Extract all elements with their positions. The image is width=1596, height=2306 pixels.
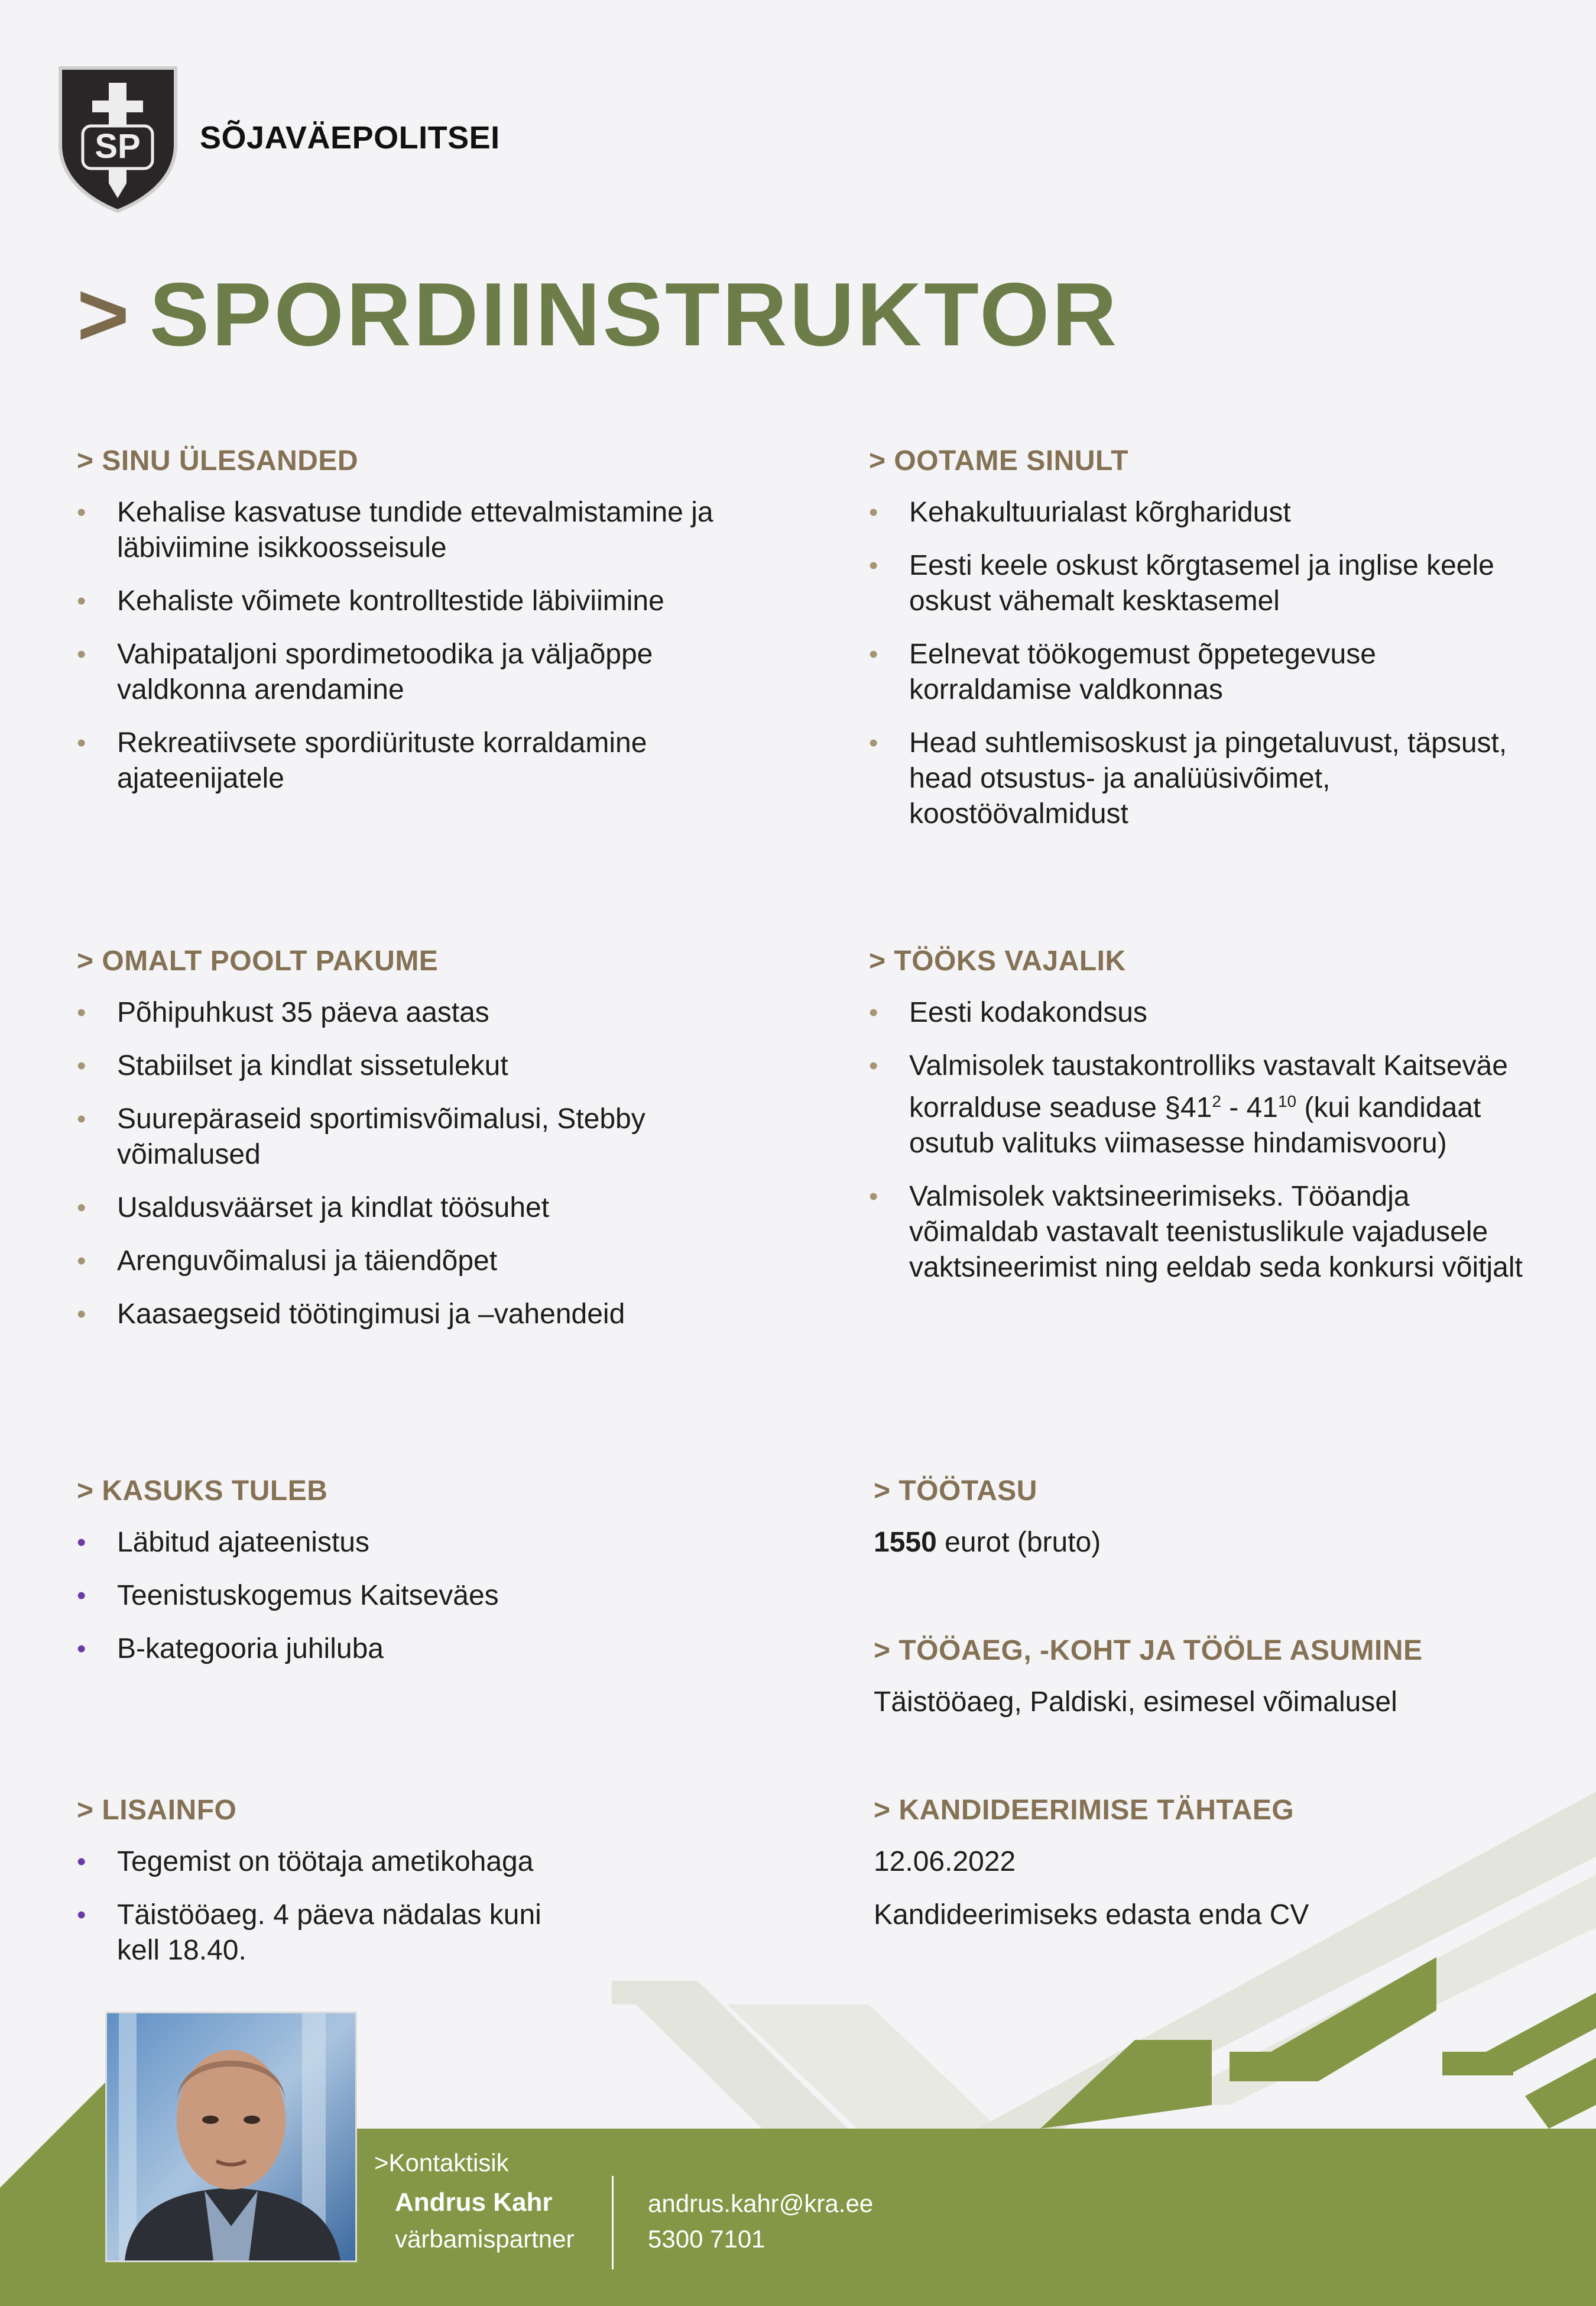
item-text: - 41 <box>1221 1092 1278 1123</box>
list-item: • Tegemist on töötaja ametikohaga <box>77 1844 668 1880</box>
section-info <box>77 1794 668 1986</box>
logo-text: SP <box>95 127 141 166</box>
list-item: • Usaldusväärset ja kindlat töösuhet <box>77 1190 757 1226</box>
section-heading: > KANDIDEERIMISE TÄHTAEG <box>874 1795 1295 1826</box>
list-item: • Head suhtlemisoskust ja pingetaluvust, täpsust, head otsustus- ja analüüsivõimet, koostöövalmidust <box>869 726 1531 832</box>
section-heading: > OMALT POOLT PAKUME <box>77 945 439 977</box>
list-item: • Kehaliste võimete kontrolltestide läbiviimine <box>77 584 757 619</box>
contact-phone[interactable]: 5300 7101 <box>648 2225 765 2253</box>
section-worktime <box>874 1634 1553 1738</box>
section-offer <box>77 945 757 1350</box>
deadline-date: 12.06.2022 <box>874 1846 1016 1877</box>
list-item: • Teenistuskogemus Kaitseväes <box>77 1578 757 1614</box>
section-heading: > LISAINFO <box>77 1795 237 1826</box>
contact-role: värbamispartner <box>395 2225 575 2253</box>
org-name: SÕJAVÄEPOLITSEI <box>200 120 500 156</box>
list-item: • Valmisolek vaktsineerimiseks. Tööandja võimaldab vastavalt teenistuslikule vajadusele vaktsineerimist ning eeldab seda konkursi võitjalt <box>869 1179 1531 1285</box>
contact-name: Andrus Kahr <box>395 2188 553 2217</box>
section-heading: > TÖÖKS VAJALIK <box>869 945 1126 977</box>
list-item: • Läbitud ajateenistus <box>77 1525 757 1560</box>
section-salary <box>874 1475 1536 1578</box>
list-item: • Täistööaeg. 4 päeva nädalas kuni kell 18.40. <box>77 1897 590 1968</box>
section-heading: > TÖÖAEG, -KOHT JA TÖÖLE ASUMINE <box>874 1635 1423 1666</box>
list-item: • Kaasaegseid töötingimusi ja –vahendeid <box>77 1297 757 1332</box>
item-text: (kui kandidaat osutub valituks viimasesse hindamisvooru) <box>909 1092 1481 1159</box>
section-heading: > OOTAME SINULT <box>869 445 1129 477</box>
deadline-text: Kandideerimiseks edasta enda CV <box>874 1899 1309 1931</box>
section-tasks <box>77 445 757 814</box>
section-heading: > KASUKS TULEB <box>77 1475 328 1507</box>
list-item: • Eesti keele oskust kõrgtasemel ja inglise keele oskust vähemalt kesktasemel <box>869 548 1531 619</box>
contact-email-link[interactable]: andrus.kahr@kra.ee <box>648 2190 874 2217</box>
superscript: 2 <box>1212 1092 1221 1110</box>
list-item: • Põhipuhkust 35 päeva aastas <box>77 995 757 1031</box>
section-deadline <box>874 1794 1553 1951</box>
list-item: • Eelnevat töökogemust õppetegevuse korraldamise valdkonnas <box>869 637 1531 708</box>
person-portrait-icon <box>107 2013 355 2260</box>
section-heading: > TÖÖTASU <box>874 1475 1037 1507</box>
section-expect <box>869 445 1531 850</box>
list-item: • Arenguvõimalusi ja täiendõpet <box>77 1243 757 1279</box>
title-arrow: > <box>77 264 132 365</box>
salary-amount: 1550 <box>874 1527 937 1558</box>
list-item: • Eesti kodakondsus <box>869 995 1531 1031</box>
list-item: • Kehalise kasvatuse tundide ettevalmistamine ja läbiviimine isikkoosseisule <box>77 495 757 566</box>
section-required <box>869 945 1531 1303</box>
contact-photo <box>105 2012 357 2262</box>
list-item: • Rekreatiivsete spordiürituste korraldamine ajateenijatele <box>77 726 757 796</box>
page-title <box>77 263 1119 367</box>
list-item: • Suurepäraseid sportimisvõimalusi, Stebby võimalused <box>77 1102 757 1173</box>
salary-unit: eurot (bruto) <box>936 1527 1101 1558</box>
item-text: Valmisolek taustakontrolliks vastavalt Kaitseväe korralduse seaduse §41 <box>909 1050 1508 1123</box>
list-item: • Stabiilset ja kindlat sissetulekut <box>77 1048 757 1084</box>
list-item: • Kehakultuurialast kõrgharidust <box>869 495 1531 530</box>
section-advantage <box>77 1475 757 1685</box>
superscript: 10 <box>1277 1092 1297 1110</box>
list-item: • Vahipataljoni spordimetoodika ja väljaõppe valdkonna arendamine <box>77 637 757 708</box>
list-item: • B-kategooria juhiluba <box>77 1631 757 1667</box>
sp-shield-logo <box>54 56 181 213</box>
section-heading: > SINU ÜLESANDED <box>77 445 359 477</box>
title-text: SPORDIINSTRUKTOR <box>149 264 1120 365</box>
salary-text <box>874 1525 1536 1560</box>
contact-label: >Kontaktisik <box>374 2149 509 2177</box>
contact-divider <box>612 2176 614 2269</box>
list-item <box>869 1048 1531 1161</box>
worktime-text: Täistööaeg, Paldiski, esimesel võimalusel <box>874 1686 1397 1718</box>
